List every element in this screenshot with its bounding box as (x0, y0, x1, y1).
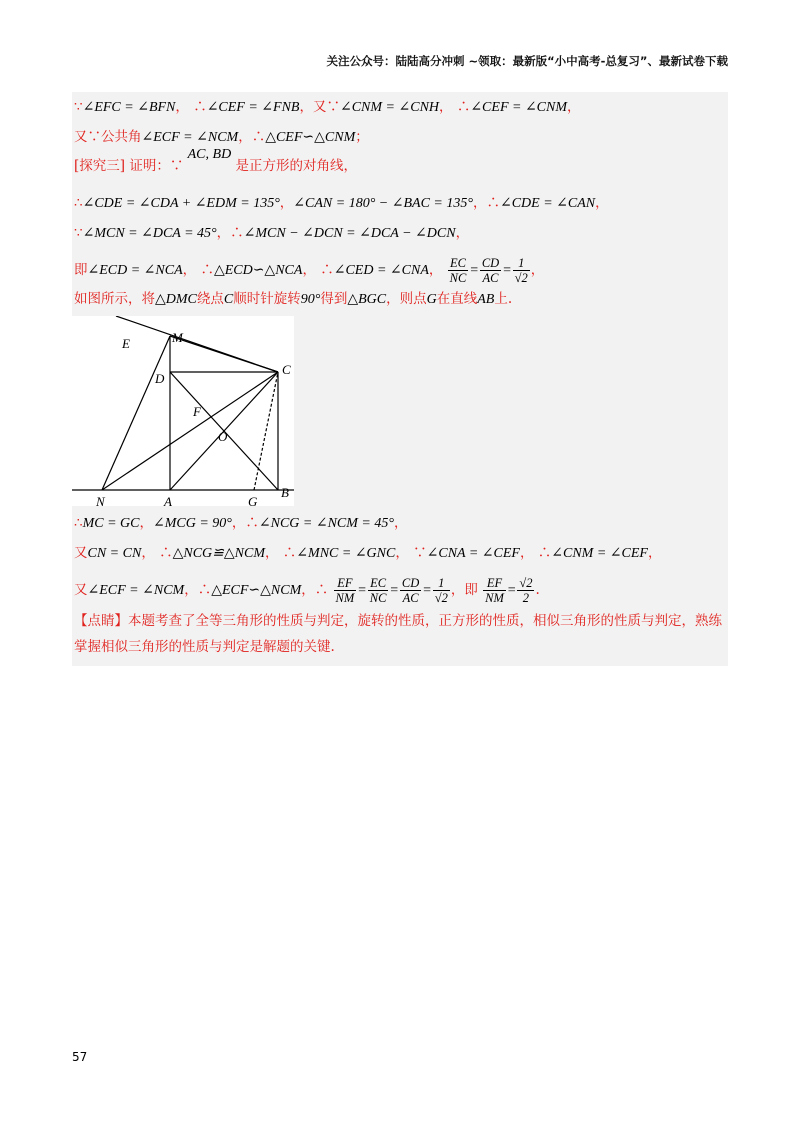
label-d: D (155, 371, 165, 386)
fraction-ef-nm-result: $\frac{EF}{NM}$ (485, 576, 504, 605)
fraction-root-two-over-two: $\frac{√2}{2}$ (519, 576, 533, 605)
label-m: M (172, 330, 183, 345)
label-e: E (122, 336, 130, 351)
fraction-ec-nc-2: $\frac{EC}{NC}$ (369, 576, 387, 605)
fraction-cd-ac: $\frac{CD}{AC}$ (481, 256, 500, 285)
proof-line-4: ∴∠CDE = ∠CDA + ∠EDM = 135°，∠CAN = 180° − ∠BAC = 135°，∴∠CDE = ∠CAN， (74, 195, 609, 211)
geometry-figure (72, 316, 294, 506)
fraction-ec-nc: $\frac{EC}{NC}$ (449, 256, 467, 285)
label-c: C (282, 362, 291, 377)
page-number: 57 (72, 1050, 88, 1064)
label-b: B (281, 485, 289, 500)
proof-line-9: 又CN = CN， ∴△NCG≌△NCM， ∴∠MNC = ∠GNC， ∵∠CNA = ∠CEF， ∴∠CNM = ∠CEF， (74, 545, 662, 561)
proof-line-5: ∵∠MCN = ∠DCA = 45°，∴∠MCN − ∠DCN = ∠DCA − ∠DCN， (74, 225, 470, 241)
explore-three-heading: [探究三] 证明：∵ AC, BD 是正方形的对角线， (74, 147, 357, 174)
proof-line-8: ∴MC = GC，∠MCG = 90°，∴∠NCG = ∠NCM = 45°， (74, 515, 408, 531)
label-a: A (164, 494, 172, 506)
proof-line-2: 又∵公共角∠ECF = ∠NCM，∴△CEF∽△CNM； (74, 129, 369, 145)
proof-line-10: 又∠ECF = ∠NCM，∴△ECF∽△NCM，∴ $\frac{EF}{NM}$ = $\frac{EC}{NC}$ = $\frac{CD}{AC}$ = $\frac{1}{√2}$ ，即 $\frac{EF}{NM}$ = $\frac{√2}{2}$ . (74, 576, 540, 605)
key-point-text: 本题考查了全等三角形的性质与判定，旋转的性质，正方形的性质，相似三角形的性质与判定，熟练掌握相似三角形的性质与判定是解题的关键. (74, 613, 722, 655)
proof-line-6: 即∠ECD = ∠NCA， ∴△ECD∽△NCA， ∴∠CED = ∠CNA， $\frac{EC}{NC}$ = $\frac{CD}{AC}$ = $\frac{1}{√2}$ ， (74, 256, 545, 285)
fraction-ef-nm: $\frac{EF}{NM}$ (335, 576, 355, 605)
label-n: N (96, 494, 105, 506)
segment-mc (170, 336, 278, 372)
label-g: G (248, 494, 258, 506)
key-point-tag: 【点睛】 (74, 613, 128, 629)
fraction-cd-ac-2: $\frac{CD}{AC}$ (401, 576, 420, 605)
fraction-one-root-two-2: $\frac{1}{√2}$ (434, 576, 448, 605)
label-f: F (193, 404, 201, 419)
rotation-statement: 如图所示，将△DMC绕点C顺时针旋转90°得到△BGC，则点G在直线AB上. (74, 291, 513, 307)
geometry-diagram (72, 316, 294, 506)
page-header: 关注公众号：陆陆高分冲刺 ~领取：最新版“小中高考-总复习”、最新试卷下载 (326, 54, 728, 68)
label-o: O (218, 429, 228, 444)
solution-block (72, 92, 728, 666)
segment-gc (254, 372, 278, 490)
fraction-one-root-two: $\frac{1}{√2}$ (514, 256, 528, 285)
key-point-note (72, 608, 728, 660)
proof-line-1: ∵∠EFC = ∠BFN， ∴∠CEF = ∠FNB，又∵∠CNM = ∠CNH， ∴∠CEF = ∠CNM， (74, 99, 581, 115)
